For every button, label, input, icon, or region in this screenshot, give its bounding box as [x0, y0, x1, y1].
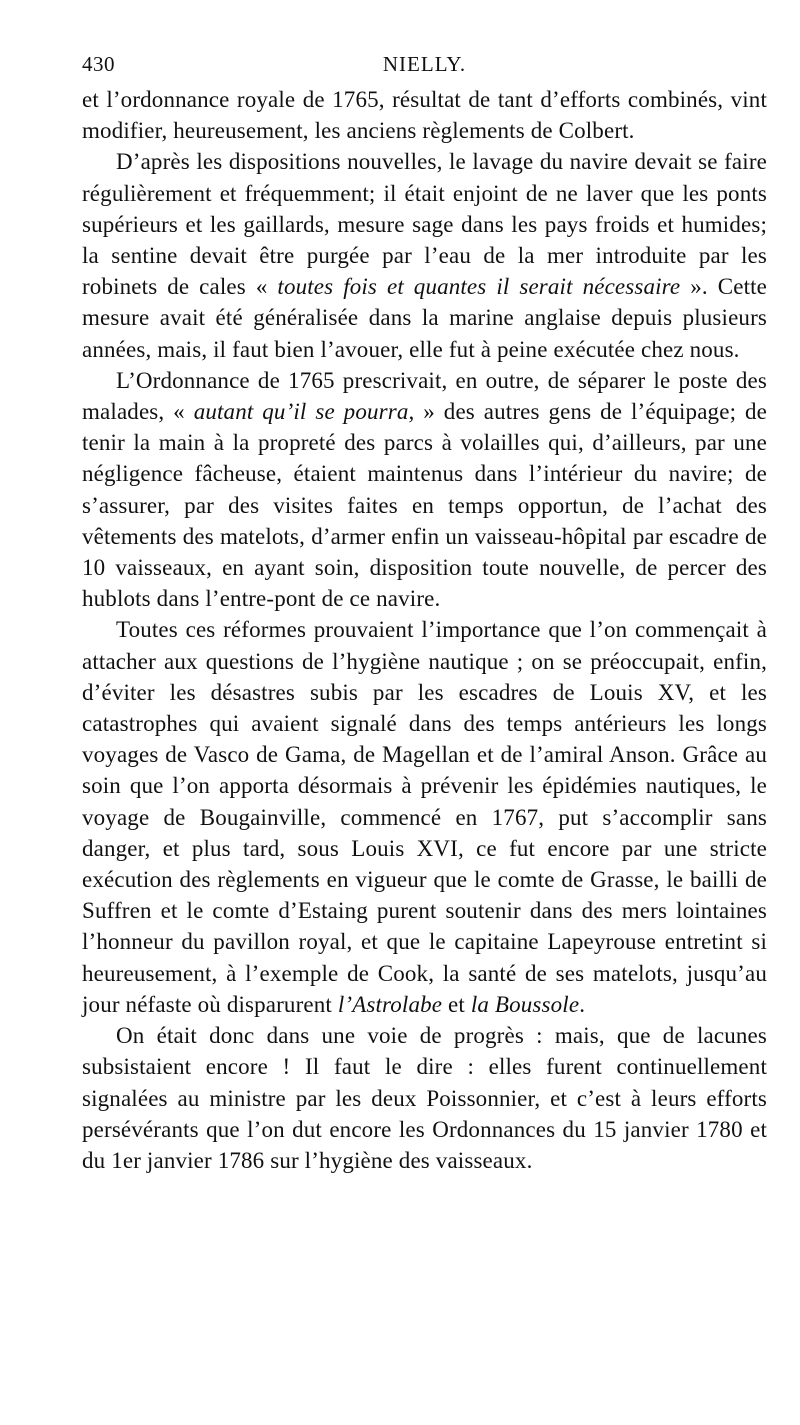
text-run: . [579, 991, 586, 1017]
page-header [82, 52, 767, 82]
text-run: » des autres gens de l’équipage; de tenir la main à la propreté des parcs à volailles qui, d’ailleurs, par une négligence fâcheuse, étaient maintenus dans l’intérieur du navire; de s’assurer, par des visites faites en temps opportun, de l’achat des vêtements des matelots, d’armer enfin un vaisseau-hôpital par escadre de 10 vaisseaux, en ayant soin, disposition toute nouvelle, de percer des hublots dans l’entre-pont de ce navire. [82, 399, 767, 612]
body-text [82, 84, 767, 1176]
text-run: L’Ordonnance de 1765 prescrivait, en outre, de séparer le poste des malades, « [82, 367, 767, 425]
running-head: NIELLY. [382, 52, 467, 76]
text-run: et [442, 991, 471, 1017]
page-number: 430 [82, 52, 115, 76]
paragraph [82, 614, 767, 1020]
italic-quote: toutes fois et quantes il serait nécessaire [277, 274, 681, 300]
ship-name: la Boussole [470, 991, 580, 1017]
paragraph [82, 365, 767, 615]
paragraph [82, 84, 767, 146]
paragraph [82, 1020, 767, 1176]
text-run: ». Cette mesure avait été généralisée dans la marine anglaise depuis plusieurs années, mais, il faut bien l’avouer, elle fut à peine exécutée chez nous. [82, 274, 768, 362]
paragraph [82, 146, 767, 364]
text-run: Toutes ces réformes prouvaient l’importance que l’on commençait à attacher aux questions de l’hygiène nautique ; on se préoccupait, enfin, d’éviter les désastres subis par les escadres de Louis XV, et les catastrophes qui avaient signalé dans des temps antérieurs les longs voyages de Vasco de Gama, de Magellan et de l’amiral Anson. Grâce au soin que l’on apporta désormais à prévenir les épidémies nautiques, le voyage de Bougainville, commencé en 1767, put s’accomplir sans danger, et plus tard, sous Louis XVI, ce fut encore par une stricte exécution des règlements en vigueur que le comte de Grasse, le bailli de Suffren et le comte d’Estaing purent soutenir dans des mers lointaines l’honneur du pavillon royal, et que le capitaine Lapeyrouse entretint si heureusement, à l’exemple de Cook, la santé de ses matelots, jusqu’au jour néfaste où disparurent [82, 617, 767, 1017]
text-run: D’après les dispositions nouvelles, le lavage du navire devait se faire régulièrement et fréquemment; il était enjoint de ne laver que les ponts supérieurs et les gaillards, mesure sage dans les pays froids et humides; la sentine devait être purgée par l’eau de la mer introduite par les robinets de cales « [82, 149, 767, 300]
ship-name: l’Astrolabe [337, 991, 443, 1017]
text-run: On était donc dans une voie de progrès : mais, que de lacunes subsistaient encore ! Il faut le dire : elles furent continuellement signalées au ministre par les deux Poissonnier, et c’est à leurs efforts persévérants que l’on dut encore les Ordonnances du 15 janvier 1780 et du 1er janvier 1786 sur l’hygiène des vaisseaux. [82, 1023, 767, 1173]
italic-quote: autant qu’il se pourra, [193, 399, 415, 425]
text-run: et l’ordonnance royale de 1765, résultat de tant d’efforts combinés, vint modifier, heureusement, les anciens règlements de Colbert. [82, 87, 767, 144]
